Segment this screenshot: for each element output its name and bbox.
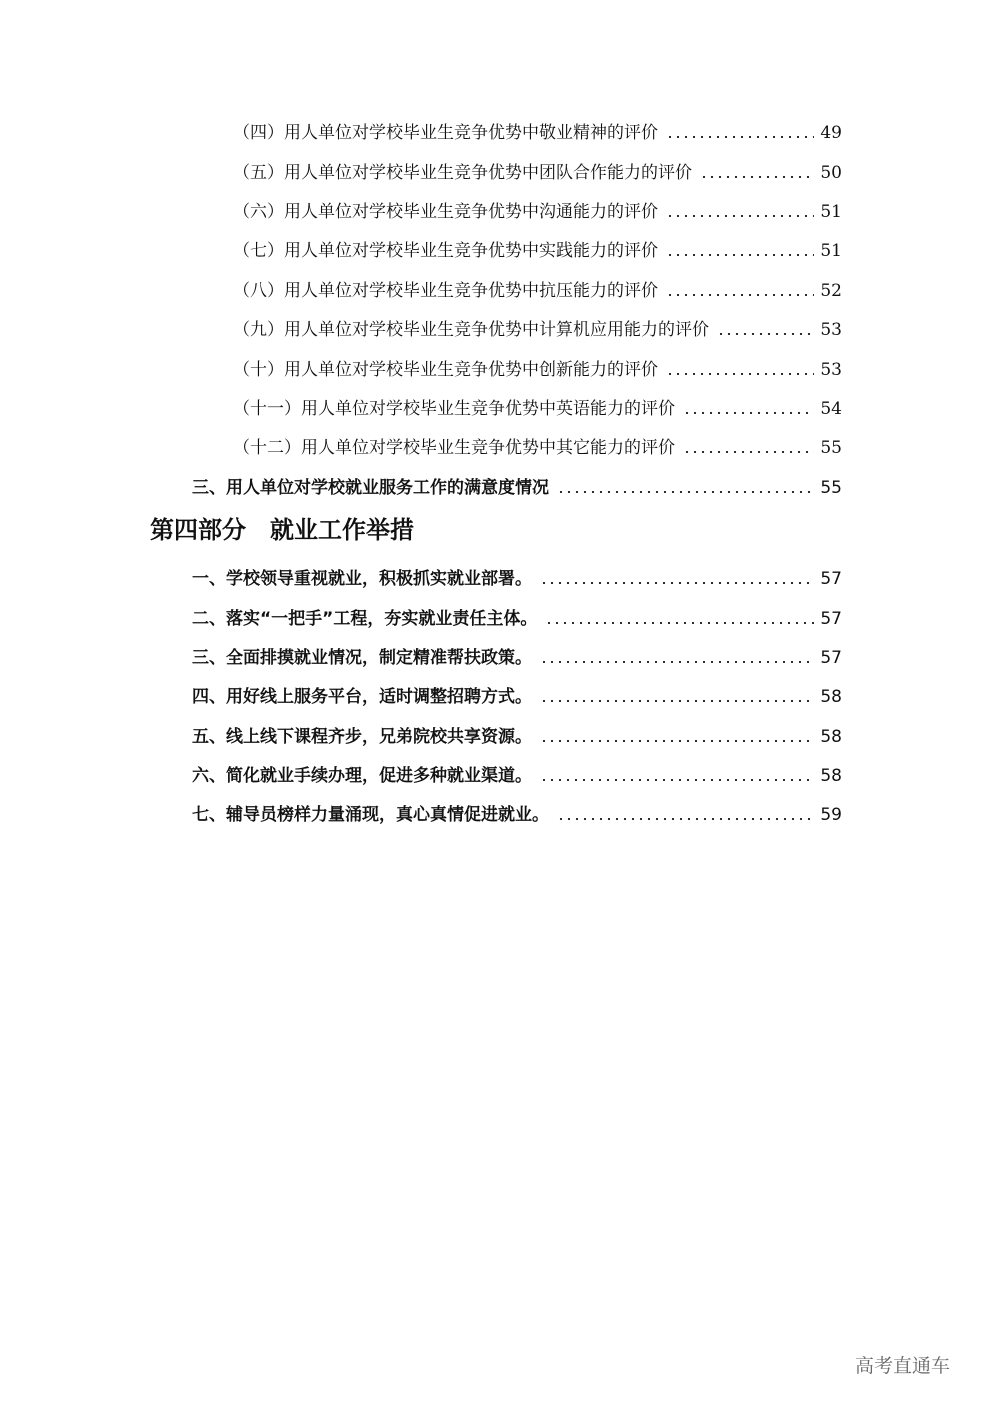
toc-entry-page: 57 <box>820 569 842 589</box>
toc-entry-label: （十）用人单位对学校毕业生竞争优势中创新能力的评价 <box>233 360 658 380</box>
toc-entry[interactable] <box>233 199 842 225</box>
toc-entry-label: （六）用人单位对学校毕业生竞争优势中沟通能力的评价 <box>233 202 658 222</box>
toc-entry[interactable] <box>192 802 842 828</box>
toc-entry-page: 58 <box>820 766 842 786</box>
toc-entry[interactable] <box>192 763 842 789</box>
toc-entry-label: （四）用人单位对学校毕业生竞争优势中敬业精神的评价 <box>233 123 658 143</box>
toc-leader-dots <box>545 622 814 624</box>
toc-entry-page: 57 <box>820 609 842 629</box>
toc-entry[interactable] <box>233 396 842 422</box>
toc-leader-dots <box>683 451 814 453</box>
toc-entry[interactable] <box>233 357 842 383</box>
toc-entry[interactable] <box>233 160 842 186</box>
toc-entry-page: 54 <box>820 399 842 419</box>
toc-entry-label: （七）用人单位对学校毕业生竞争优势中实践能力的评价 <box>233 241 658 261</box>
toc-entry-page: 59 <box>820 805 842 825</box>
toc-leader-dots <box>540 700 814 702</box>
toc-entry-label: （八）用人单位对学校毕业生竞争优势中抗压能力的评价 <box>233 281 658 301</box>
toc-entry-label: 五、线上线下课程齐步，兄弟院校共享资源。 <box>192 727 532 747</box>
toc-leader-dots <box>557 491 814 493</box>
toc-leader-dots <box>540 779 814 781</box>
toc-entry-page: 58 <box>820 727 842 747</box>
toc-entry-page: 52 <box>820 281 842 301</box>
toc-entry[interactable] <box>192 566 842 592</box>
toc-leader-dots <box>700 176 814 178</box>
toc-leader-dots <box>683 412 814 414</box>
toc-entry-page: 51 <box>820 202 842 222</box>
toc-entry-page: 49 <box>820 123 842 143</box>
toc-entry-label: （五）用人单位对学校毕业生竞争优势中团队合作能力的评价 <box>233 163 692 183</box>
toc-leader-dots <box>666 373 814 375</box>
toc-entry-label: 三、用人单位对学校就业服务工作的满意度情况 <box>192 478 549 498</box>
toc-entry-page: 58 <box>820 687 842 707</box>
toc-entry-page: 50 <box>820 163 842 183</box>
toc-entry-label: 三、全面排摸就业情况，制定精准帮扶政策。 <box>192 648 532 668</box>
toc-leader-dots <box>666 294 814 296</box>
toc-entry-label: 四、用好线上服务平台，适时调整招聘方式。 <box>192 687 532 707</box>
toc-entry-page: 57 <box>820 648 842 668</box>
toc-leader-dots <box>666 215 814 217</box>
toc-entry[interactable] <box>233 317 842 343</box>
toc-leader-dots <box>540 661 814 663</box>
toc-entry[interactable] <box>233 238 842 264</box>
toc-entry-page: 55 <box>820 478 842 498</box>
watermark-text: 高考直通车 <box>855 1355 951 1377</box>
toc-entry-label: （十二）用人单位对学校毕业生竞争优势中其它能力的评价 <box>233 438 675 458</box>
toc-entry-page: 55 <box>820 438 842 458</box>
toc-entry-page: 51 <box>820 241 842 261</box>
toc-entry[interactable] <box>192 645 842 671</box>
toc-entry-page: 53 <box>820 360 842 380</box>
toc-leader-dots <box>666 254 814 256</box>
toc-entry-label: 一、学校领导重视就业，积极抓实就业部署。 <box>192 569 532 589</box>
toc-entry-label: （九）用人单位对学校毕业生竞争优势中计算机应用能力的评价 <box>233 320 709 340</box>
toc-leader-dots <box>717 333 814 335</box>
toc-entry-label: （十一）用人单位对学校毕业生竞争优势中英语能力的评价 <box>233 399 675 419</box>
toc-leader-dots <box>666 136 814 138</box>
toc-entry[interactable] <box>192 684 842 710</box>
toc-entry[interactable] <box>192 606 842 632</box>
part4-heading[interactable]: 第四部分 就业工作举措 <box>150 516 414 544</box>
toc-entry-label: 六、简化就业手续办理，促进多种就业渠道。 <box>192 766 532 786</box>
toc-entry-page: 53 <box>820 320 842 340</box>
toc-entry[interactable] <box>233 120 842 146</box>
toc-entry[interactable] <box>192 475 842 501</box>
toc-entry-label: 七、辅导员榜样力量涌现，真心真情促进就业。 <box>192 805 549 825</box>
toc-leader-dots <box>540 740 814 742</box>
toc-entry[interactable] <box>192 724 842 750</box>
toc-entry[interactable] <box>233 278 842 304</box>
toc-entry-label: 二、落实“一把手”工程，夯实就业责任主体。 <box>192 609 538 629</box>
toc-leader-dots <box>557 818 814 820</box>
toc-entry[interactable] <box>233 435 842 461</box>
toc-leader-dots <box>540 582 814 584</box>
